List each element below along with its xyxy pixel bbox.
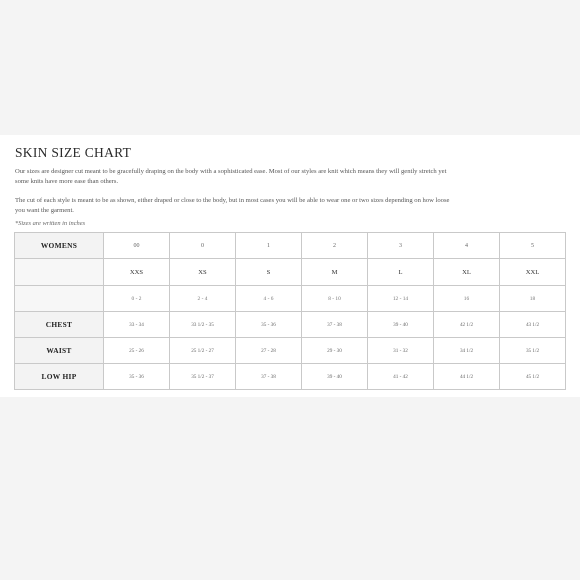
size-name-cell: XL bbox=[434, 259, 500, 286]
numeric-size-row bbox=[15, 286, 566, 312]
size-code-cell: 4 bbox=[434, 233, 500, 259]
corner-label: WOMENS bbox=[15, 233, 104, 259]
numeric-size-cell: 0 - 2 bbox=[104, 286, 170, 312]
measurement-cell: 33 - 34 bbox=[104, 312, 170, 338]
numeric-size-cell: 16 bbox=[434, 286, 500, 312]
measurement-cell: 33 1/2 - 35 bbox=[170, 312, 236, 338]
intro-paragraph: Our sizes are designer cut meant to be gracefully draping on the body with a sophisticated ease. Most of our styles are knit which means they will gently stretch yet some knits have more ease than others. bbox=[15, 168, 447, 185]
waist-row bbox=[15, 338, 566, 364]
size-code-row bbox=[15, 233, 566, 259]
measurement-cell: 42 1/2 bbox=[434, 312, 500, 338]
measurement-cell: 35 1/2 bbox=[500, 338, 566, 364]
bottom-background bbox=[0, 397, 580, 580]
size-code-cell: 0 bbox=[170, 233, 236, 259]
top-background bbox=[0, 0, 580, 135]
size-chart-card bbox=[0, 135, 580, 397]
size-name-cell: L bbox=[368, 259, 434, 286]
numeric-size-cell: 12 - 14 bbox=[368, 286, 434, 312]
size-name-row bbox=[15, 259, 566, 286]
measurement-cell: 45 1/2 bbox=[500, 364, 566, 390]
measurement-cell: 34 1/2 bbox=[434, 338, 500, 364]
measurement-cell: 41 - 42 bbox=[368, 364, 434, 390]
chart-title: SKIN SIZE CHART bbox=[15, 145, 132, 160]
measurement-cell: 29 - 30 bbox=[302, 338, 368, 364]
measurement-cell: 35 - 36 bbox=[236, 312, 302, 338]
row-label: LOW HIP bbox=[15, 364, 104, 390]
fit-paragraph: The cut of each style is meant to be as shown, either draped or close to the body, but in most cases you will be able to wear one or two sizes depending on how loose you want the garment. bbox=[15, 197, 450, 214]
measurement-cell: 35 - 36 bbox=[104, 364, 170, 390]
chest-row bbox=[15, 312, 566, 338]
measurement-cell: 37 - 38 bbox=[236, 364, 302, 390]
size-name-cell: XXL bbox=[500, 259, 566, 286]
size-name-cell: S bbox=[236, 259, 302, 286]
units-note: *Sizes are written in inches bbox=[15, 220, 86, 227]
row-label: CHEST bbox=[15, 312, 104, 338]
size-name-cell: XXS bbox=[104, 259, 170, 286]
measurement-cell: 35 1/2 - 37 bbox=[170, 364, 236, 390]
measurement-cell: 25 1/2 - 27 bbox=[170, 338, 236, 364]
measurement-cell: 27 - 28 bbox=[236, 338, 302, 364]
low-hip-row bbox=[15, 364, 566, 390]
size-code-cell: 1 bbox=[236, 233, 302, 259]
row-label: WAIST bbox=[15, 338, 104, 364]
numeric-size-cell: 18 bbox=[500, 286, 566, 312]
measurement-cell: 31 - 32 bbox=[368, 338, 434, 364]
empty-label-cell bbox=[15, 259, 104, 286]
measurement-cell: 43 1/2 bbox=[500, 312, 566, 338]
measurement-cell: 39 - 40 bbox=[302, 364, 368, 390]
measurement-cell: 39 - 40 bbox=[368, 312, 434, 338]
empty-label-cell bbox=[15, 286, 104, 312]
measurement-cell: 44 1/2 bbox=[434, 364, 500, 390]
size-code-cell: 00 bbox=[104, 233, 170, 259]
measurement-cell: 25 - 26 bbox=[104, 338, 170, 364]
numeric-size-cell: 4 - 6 bbox=[236, 286, 302, 312]
size-code-cell: 3 bbox=[368, 233, 434, 259]
numeric-size-cell: 2 - 4 bbox=[170, 286, 236, 312]
size-name-cell: M bbox=[302, 259, 368, 286]
size-table bbox=[14, 232, 566, 390]
size-code-cell: 5 bbox=[500, 233, 566, 259]
measurement-cell: 37 - 38 bbox=[302, 312, 368, 338]
size-name-cell: XS bbox=[170, 259, 236, 286]
size-code-cell: 2 bbox=[302, 233, 368, 259]
numeric-size-cell: 8 - 10 bbox=[302, 286, 368, 312]
